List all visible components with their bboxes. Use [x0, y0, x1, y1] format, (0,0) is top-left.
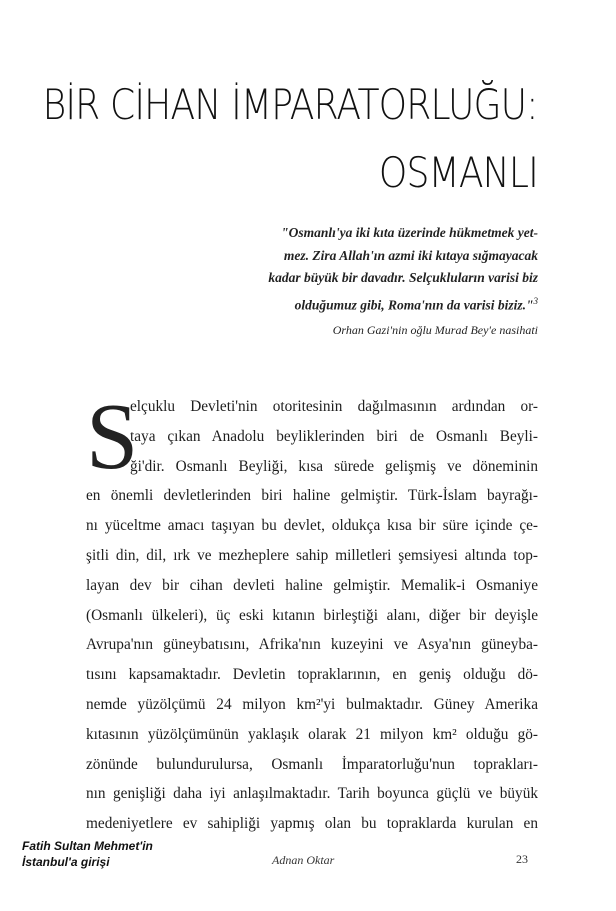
body-line: tısını kapsamaktadır. Devletin topraklarının, en geniş olduğu dö-	[86, 666, 538, 684]
chapter-title-line-1: BİR CİHAN İMPARATORLUĞU:	[43, 80, 538, 129]
epigraph-line: kadar büyük bir davadır. Selçukluların varisi biz	[268, 270, 538, 285]
footnote-marker: 3	[533, 295, 538, 306]
body-line: ği'dir. Osmanlı Beyliği, kısa sürede gelişmiş ve döneminin	[130, 457, 538, 475]
body-line: Avrupa'nın güneybatısını, Afrika'nın kuzeyini ve Asya'nın güneyba-	[86, 636, 538, 654]
body-line: elçuklu Devleti'nin otoritesinin dağılmasının ardından or-	[130, 398, 538, 415]
body-line: (Osmanlı ülkeleri), üç eski kıtanın birleştiği alanı, diğer bir deyişle	[86, 606, 538, 624]
footer-book-title	[22, 838, 153, 870]
body-line: kıtasının yüzölçümünün yaklaşık olarak 21 milyon km² olduğu gö-	[86, 725, 538, 743]
drop-cap: S	[86, 385, 139, 489]
epigraph-line: "Osmanlı'ya iki kıta üzerinde hükmetmek yet-	[281, 225, 538, 240]
page-number: 23	[516, 852, 528, 866]
epigraph-attribution: Orhan Gazi'nin oğlu Murad Bey'e nasihati	[332, 322, 538, 337]
body-paragraph	[86, 385, 538, 839]
epigraph-line: olduğumuz gibi, Roma'nın da varisi biziz."	[294, 297, 534, 312]
epigraph-line-last	[238, 290, 538, 317]
body-line: nı yüceltme amacı taşıyan bu devlet, oldukça kısa bir süre içinde çe-	[86, 517, 538, 535]
epigraph	[238, 222, 538, 338]
chapter-title-line-2: OSMANLI	[378, 148, 538, 197]
body-line: layan dev bir cihan devleti haline gelmiştir. Memalik-i Osmaniye	[86, 576, 538, 594]
body-line: en önemli devletlerinden biri haline gelmiştir. Türk-İslam bayrağı-	[86, 487, 538, 505]
body-line: nemde yüzölçümü 24 milyon km²'yi bulmaktadır. Güney Amerika	[86, 695, 538, 713]
footer-author: Adnan Oktar	[272, 853, 335, 867]
footer-book-title-line-2: İstanbul'a girişi	[22, 855, 110, 869]
body-line: nın genişliği daha iyi anlaşılmaktadır. Tarih boyunca güçlü ve büyük	[86, 785, 538, 803]
footer-book-title-line-1: Fatih Sultan Mehmet'in	[22, 839, 153, 853]
epigraph-line: mez. Zira Allah'ın azmi iki kıtaya sığmayacak	[283, 247, 538, 263]
body-line: taya çıkan Anadolu beyliklerinden biri de Osmanlı Beyli-	[130, 427, 538, 445]
body-line: zönünde bulundurulursa, Osmanlı İmparatorluğu'nun toprakları-	[86, 755, 538, 773]
body-line: şitli din, dil, ırk ve mezheplere sahip milletleri şemsiyesi altında top-	[86, 546, 538, 564]
body-line: medeniyetlere ev sahipliği yapmış olan bu topraklarda kurulan en	[86, 815, 538, 833]
